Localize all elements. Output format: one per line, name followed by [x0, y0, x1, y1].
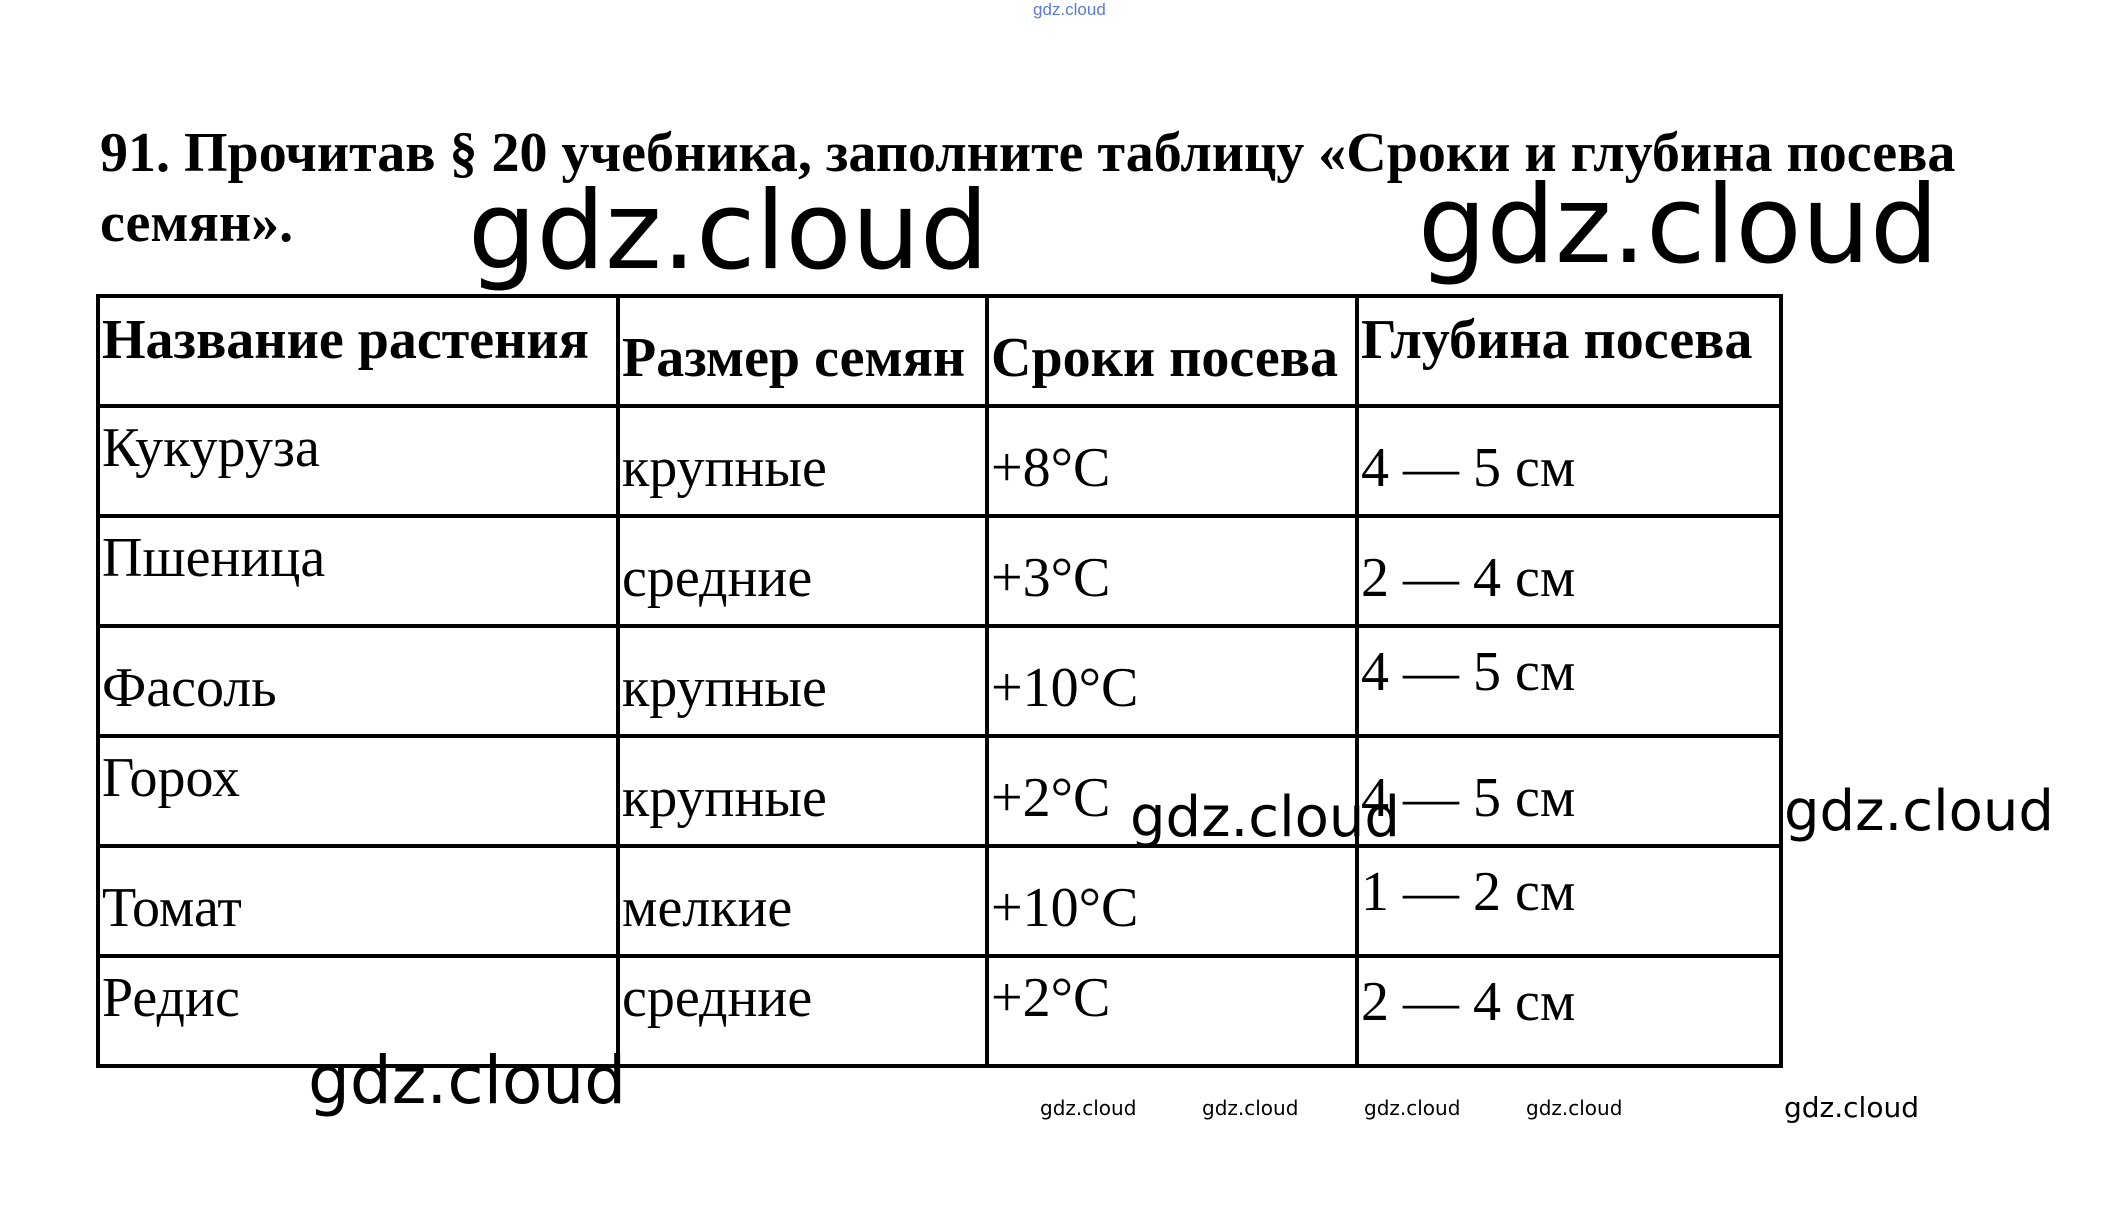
cell-sowing-time: +10°С: [987, 846, 1357, 956]
table-row: [98, 736, 1781, 846]
seeds-table: [96, 294, 1783, 1068]
watermark-row-gorokh: gdz.cloud: [1130, 785, 1400, 850]
cell-sowing-depth: 1 — 2 см: [1357, 846, 1781, 956]
cell-plant-name: Фасоль: [98, 626, 618, 736]
cell-sowing-time: +2°С: [987, 956, 1357, 1066]
cell-sowing-depth: 2 — 4 см: [1357, 516, 1781, 626]
cell-seed-size: крупные: [618, 406, 987, 516]
watermark-big-right: gdz.cloud: [1418, 163, 1939, 288]
header-sowing-time: Сроки посева: [987, 296, 1357, 406]
header-plant-name: Название растения: [98, 296, 618, 406]
cell-sowing-depth: 4 — 5 см: [1357, 626, 1781, 736]
cell-sowing-time: +10°С: [987, 626, 1357, 736]
cell-plant-name: Кукуруза: [98, 406, 618, 516]
header-sowing-depth: Глубина посева: [1357, 296, 1781, 406]
watermark-row-redis: gdz.cloud: [308, 1042, 627, 1119]
cell-seed-size: крупные: [618, 736, 987, 846]
table-header-row: [98, 296, 1781, 406]
watermark-small-right: gdz.cloud: [1784, 1091, 1919, 1124]
table-row: [98, 846, 1781, 956]
cell-plant-name: Пшеница: [98, 516, 618, 626]
cell-sowing-time: +3°С: [987, 516, 1357, 626]
cell-sowing-depth: 2 — 4 см: [1357, 956, 1781, 1066]
cell-seed-size: крупные: [618, 626, 987, 736]
cell-sowing-depth: 4 — 5 см: [1357, 406, 1781, 516]
watermark-big-left: gdz.cloud: [468, 169, 989, 294]
task-text: 91. Прочитав § 20 учебника, заполните таблицу «Сроки и глубина посева семян».: [100, 122, 1956, 254]
watermark-small-1: gdz.cloud: [1040, 1096, 1137, 1120]
cell-sowing-time: +2°С: [987, 736, 1357, 846]
cell-sowing-time: +8°С: [987, 406, 1357, 516]
table-row: [98, 406, 1781, 516]
watermark-top: gdz.cloud: [1033, 0, 1106, 19]
cell-plant-name: Томат: [98, 846, 618, 956]
cell-seed-size: средние: [618, 956, 987, 1066]
cell-sowing-depth: 4 — 5 см: [1357, 736, 1781, 846]
cell-seed-size: мелкие: [618, 846, 987, 956]
watermark-small-4: gdz.cloud: [1526, 1096, 1623, 1120]
cell-plant-name: Горох: [98, 736, 618, 846]
cell-plant-name: Редис: [98, 956, 618, 1066]
cell-seed-size: средние: [618, 516, 987, 626]
watermark-right: gdz.cloud: [1784, 779, 2054, 844]
watermark-small-2: gdz.cloud: [1202, 1096, 1299, 1120]
header-seed-size: Размер семян: [618, 296, 987, 406]
table-row: [98, 516, 1781, 626]
watermark-small-3: gdz.cloud: [1364, 1096, 1461, 1120]
table-row: [98, 626, 1781, 736]
